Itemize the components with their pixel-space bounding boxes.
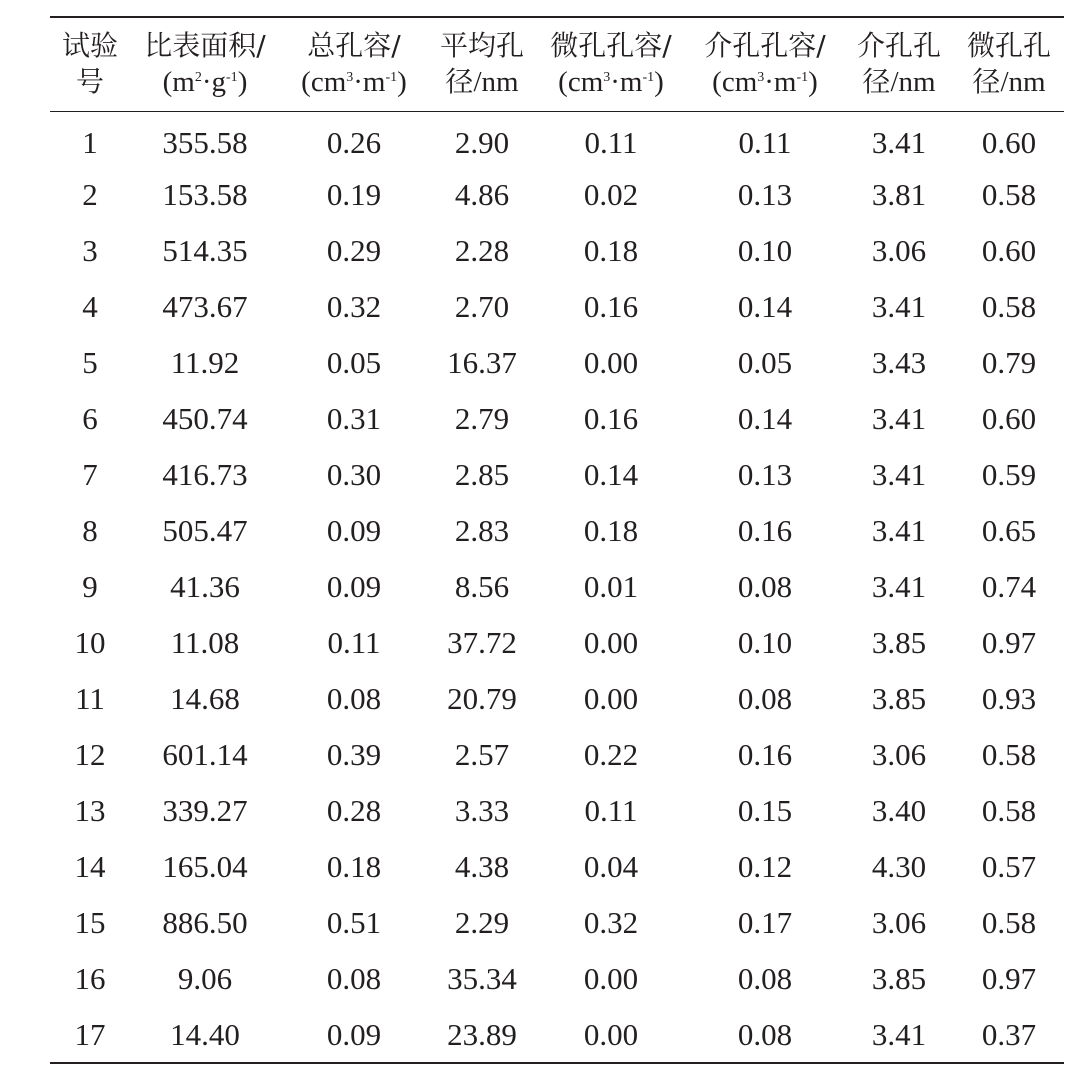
table-cell: 2.28: [454, 233, 510, 268]
table-cell: 0.09: [326, 1016, 382, 1052]
table-cell: 0.57: [981, 849, 1037, 884]
table-cell: 0.08: [737, 681, 793, 716]
table-row: [50, 391, 1064, 447]
table-cell: 2.90: [454, 125, 510, 161]
table-row: [50, 783, 1064, 839]
table-cell: 41.36: [170, 569, 240, 604]
table-cell: 15: [74, 905, 106, 940]
table-row: [50, 671, 1064, 727]
table-header: [50, 17, 1064, 111]
table-cell: 2.29: [454, 905, 510, 940]
table-cell: 2.57: [454, 737, 510, 772]
table-cell: 0.79: [981, 345, 1037, 380]
table-cell: 0.58: [981, 289, 1037, 324]
header-unit: $(cm^3\cdot m^{-1})$: [558, 66, 664, 99]
table-row: [50, 279, 1064, 335]
table-cell: 7: [82, 457, 98, 492]
table-cell: 0.18: [583, 233, 639, 268]
table-cell: 0.09: [326, 569, 382, 604]
header-line1: 微孔孔容/: [550, 29, 672, 63]
table-cell: 16: [74, 961, 106, 996]
table-row: [50, 1007, 1064, 1063]
table-row: [50, 503, 1064, 559]
table-cell: 0.93: [981, 681, 1037, 716]
table-cell: 9: [82, 569, 98, 604]
header-micropore-diameter: [954, 17, 1064, 111]
table-cell: 0.00: [583, 625, 639, 660]
header-unit: 径/nm: [445, 65, 519, 99]
table-cell: 0.26: [326, 125, 382, 161]
table-cell: 11.92: [170, 345, 240, 380]
table-cell: 17: [74, 1016, 106, 1052]
header-unit: $(cm^3\cdot m^{-1})$: [301, 66, 407, 99]
table-cell: 0.00: [583, 1016, 639, 1052]
table-cell: 0.60: [981, 125, 1037, 161]
table-cell: 0.37: [981, 1016, 1037, 1052]
table-cell: 0.08: [326, 961, 382, 996]
table-cell: 14.40: [170, 1016, 240, 1052]
table-cell: 37.72: [447, 625, 517, 660]
header-unit: $(cm^3\cdot m^{-1})$: [712, 66, 818, 99]
table-row: [50, 167, 1064, 223]
table-cell: 0.18: [583, 513, 639, 548]
table-cell: 0.97: [981, 961, 1037, 996]
table-cell: 0.32: [583, 905, 639, 940]
header-line1: 总孔容/: [307, 29, 401, 63]
table-cell: 0.74: [981, 569, 1037, 604]
table-row: [50, 447, 1064, 503]
table-cell: 0.13: [737, 457, 793, 492]
table-cell: 355.58: [162, 125, 248, 161]
table-cell: 0.29: [326, 233, 382, 268]
table-cell: 0.14: [737, 289, 793, 324]
table-cell: 0.15: [737, 793, 793, 828]
table-cell: 3: [82, 233, 98, 268]
table-cell: 3.41: [871, 569, 927, 604]
table-cell: 0.30: [326, 457, 382, 492]
table-cell: 4.30: [871, 849, 927, 884]
table-cell: 0.11: [738, 125, 792, 161]
pore-structure-table: [50, 16, 1064, 1064]
table-cell: 3.81: [871, 177, 927, 212]
table-cell: 0.10: [737, 233, 793, 268]
table-cell: 0.32: [326, 289, 382, 324]
table-cell: 4.38: [454, 849, 510, 884]
table-cell: 601.14: [162, 737, 248, 772]
table-cell: 0.08: [737, 569, 793, 604]
table-row: [50, 111, 1064, 167]
table-cell: 16.37: [447, 345, 517, 380]
table-cell: 0.28: [326, 793, 382, 828]
table-cell: 0.97: [981, 625, 1037, 660]
table-cell: 0.60: [981, 401, 1037, 436]
table-cell: 0.17: [737, 905, 793, 940]
table-cell: 1: [82, 125, 98, 161]
table-row: [50, 335, 1064, 391]
header-mesopore-volume: [686, 17, 844, 111]
table-cell: 0.14: [737, 401, 793, 436]
table-cell: 0.58: [981, 905, 1037, 940]
table-cell: 0.58: [981, 793, 1037, 828]
table-cell: 450.74: [162, 401, 248, 436]
table-cell: 0.22: [583, 737, 639, 772]
table-cell: 339.27: [162, 793, 248, 828]
table-cell: 3.41: [871, 1016, 927, 1052]
table-cell: 13: [74, 793, 106, 828]
table-cell: 4.86: [454, 177, 510, 212]
table-cell: 2.79: [454, 401, 510, 436]
table-cell: 0.16: [583, 401, 639, 436]
table-cell: 0.39: [326, 737, 382, 772]
table-cell: 2.85: [454, 457, 510, 492]
table-cell: 0.60: [981, 233, 1037, 268]
table-cell: 3.85: [871, 625, 927, 660]
table-cell: 165.04: [162, 849, 248, 884]
table-row: [50, 727, 1064, 783]
table-cell: 3.41: [871, 125, 927, 161]
table-cell: 5: [82, 345, 98, 380]
header-line1: 介孔孔容/: [704, 29, 826, 63]
header-average-pore-diameter: [428, 17, 536, 111]
table-cell: 14: [74, 849, 106, 884]
table-cell: 2: [82, 177, 98, 212]
table-cell: 3.41: [871, 289, 927, 324]
table-cell: 0.10: [737, 625, 793, 660]
table-cell: 0.16: [737, 513, 793, 548]
table-cell: 0.11: [584, 125, 638, 161]
header-line1: 介孔孔: [856, 29, 941, 63]
table-cell: 153.58: [162, 177, 248, 212]
table-cell: 0.04: [583, 849, 639, 884]
table-cell: 2.83: [454, 513, 510, 548]
table-cell: 3.85: [871, 961, 927, 996]
header-micropore-volume: [536, 17, 686, 111]
table-cell: 505.47: [162, 513, 248, 548]
table-cell: 0.11: [584, 793, 638, 828]
table-cell: 12: [74, 737, 106, 772]
table-cell: 0.58: [981, 177, 1037, 212]
table-row: [50, 559, 1064, 615]
table-cell: 3.43: [871, 345, 927, 380]
table-cell: 0.13: [737, 177, 793, 212]
table-cell: 0.58: [981, 737, 1037, 772]
header-line1: 试验: [61, 29, 118, 63]
table-cell: 0.08: [737, 1016, 793, 1052]
table-cell: 0.31: [326, 401, 382, 436]
table-cell: 11: [75, 681, 105, 716]
header-line2: 号: [75, 65, 104, 99]
table-cell: 0.00: [583, 345, 639, 380]
table-cell: 0.51: [326, 905, 382, 940]
table-cell: 473.67: [162, 289, 248, 324]
table-row: [50, 615, 1064, 671]
table-cell: 0.05: [737, 345, 793, 380]
table-cell: 8.56: [454, 569, 510, 604]
table-row: [50, 839, 1064, 895]
table-cell: 35.34: [447, 961, 517, 996]
table-cell: 14.68: [170, 681, 240, 716]
table-cell: 0.12: [737, 849, 793, 884]
table-cell: 11.08: [170, 625, 240, 660]
table-cell: 3.33: [454, 793, 510, 828]
table-cell: 3.41: [871, 457, 927, 492]
header-trial-no: [50, 17, 130, 111]
table-cell: 514.35: [162, 233, 248, 268]
table-cell: 0.05: [326, 345, 382, 380]
table-cell: 0.08: [737, 961, 793, 996]
table-cell: 3.41: [871, 401, 927, 436]
table-row: [50, 951, 1064, 1007]
table-cell: 416.73: [162, 457, 248, 492]
table-cell: 20.79: [447, 681, 517, 716]
table-cell: 3.85: [871, 681, 927, 716]
table-cell: 0.01: [583, 569, 639, 604]
table-cell: 9.06: [177, 961, 233, 996]
header-specific-surface-area: [130, 17, 280, 111]
table-cell: 0.19: [326, 177, 382, 212]
table-cell: 0.11: [327, 625, 381, 660]
header-line1: 平均孔: [439, 29, 524, 63]
table-cell: 3.40: [871, 793, 927, 828]
table-cell: 6: [82, 401, 98, 436]
table-cell: 0.00: [583, 961, 639, 996]
header-total-pore-volume: [280, 17, 428, 111]
table-cell: 886.50: [162, 905, 248, 940]
table-cell: 23.89: [447, 1016, 517, 1052]
table-cell: 0.02: [583, 177, 639, 212]
header-line1: 微孔孔: [966, 29, 1051, 63]
table-cell: 3.41: [871, 513, 927, 548]
table-cell: 0.65: [981, 513, 1037, 548]
table-cell: 0.18: [326, 849, 382, 884]
table-cell: 0.14: [583, 457, 639, 492]
table-cell: 2.70: [454, 289, 510, 324]
header-unit: $(m^2\cdot g^{-1})$: [162, 66, 248, 99]
header-unit: 径/nm: [972, 65, 1046, 99]
table-cell: 0.16: [583, 289, 639, 324]
table-cell: 0.59: [981, 457, 1037, 492]
table-cell: 0.00: [583, 681, 639, 716]
table-cell: 4: [82, 289, 98, 324]
header-row: [50, 17, 1064, 111]
table-row: [50, 223, 1064, 279]
table-cell: 3.06: [871, 233, 927, 268]
table-cell: 8: [82, 513, 98, 548]
table-cell: 0.09: [326, 513, 382, 548]
table-cell: 3.06: [871, 737, 927, 772]
table-body: [50, 111, 1064, 1063]
table-cell: 0.16: [737, 737, 793, 772]
header-line1: 比表面积/: [144, 29, 266, 63]
table-row: [50, 895, 1064, 951]
table-cell: 0.08: [326, 681, 382, 716]
table-cell: 3.06: [871, 905, 927, 940]
table-cell: 10: [74, 625, 106, 660]
header-mesopore-diameter: [844, 17, 954, 111]
header-unit: 径/nm: [862, 65, 936, 99]
